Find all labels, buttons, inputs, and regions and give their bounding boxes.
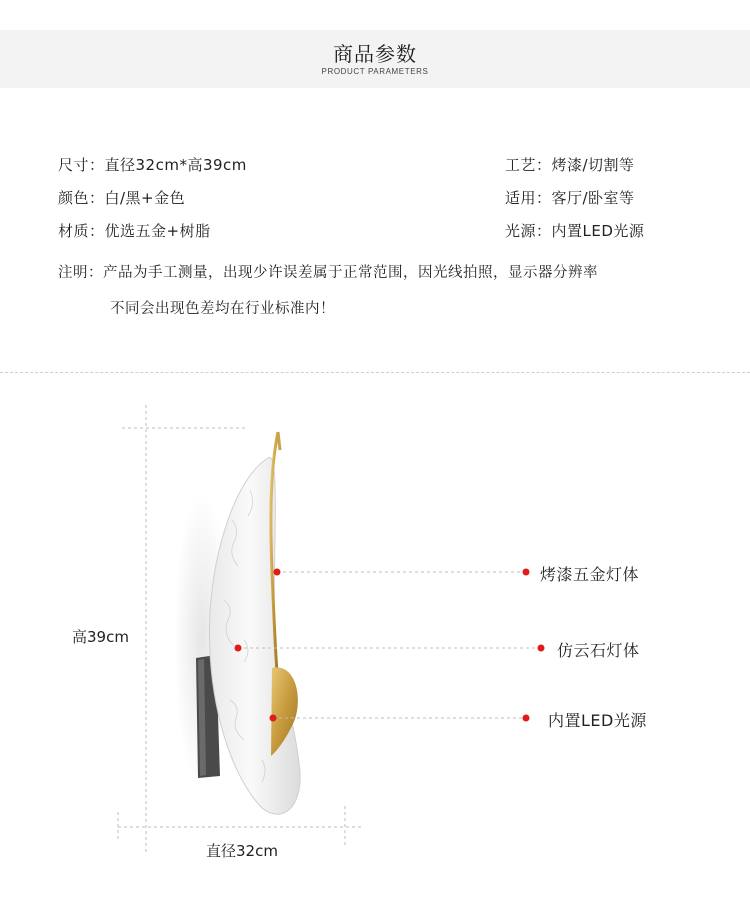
callout-led-source: 内置LED光源 xyxy=(548,711,647,730)
marker-stone-body-end xyxy=(538,645,545,652)
spec-size: 尺寸：直径32cm*高39cm xyxy=(58,156,247,174)
spec-usage: 适用：客厅/卧室等 xyxy=(505,189,635,207)
marker-metal-body-end xyxy=(523,569,530,576)
marker-led-source xyxy=(270,715,277,722)
spec-note-line2: 不同会出现色差均在行业标准内！ xyxy=(110,301,335,317)
spec-material: 材质：优选五金+树脂 xyxy=(58,222,211,240)
spec-note-line1: 注明：产品为手工测量，出现少许误差属于正常范围，因光线拍照，显示器分辨率 xyxy=(58,265,598,281)
section-subtitle: PRODUCT PARAMETERS xyxy=(321,67,429,76)
spec-light-source: 光源：内置LED光源 xyxy=(505,222,645,240)
width-label: 直径32cm xyxy=(206,842,278,860)
marker-metal-body xyxy=(274,569,281,576)
spec-craft: 工艺：烤漆/切割等 xyxy=(505,156,635,174)
callout-stone-body: 仿云石灯体 xyxy=(557,641,640,660)
callout-metal-body: 烤漆五金灯体 xyxy=(540,565,640,584)
marker-stone-body xyxy=(235,645,242,652)
section-title: 商品参数 xyxy=(333,42,417,66)
spec-color: 颜色：白/黑+金色 xyxy=(58,189,186,207)
height-label: 高39cm xyxy=(72,628,129,646)
marker-led-source-end xyxy=(523,715,530,722)
stone-lamp-body xyxy=(209,458,300,815)
